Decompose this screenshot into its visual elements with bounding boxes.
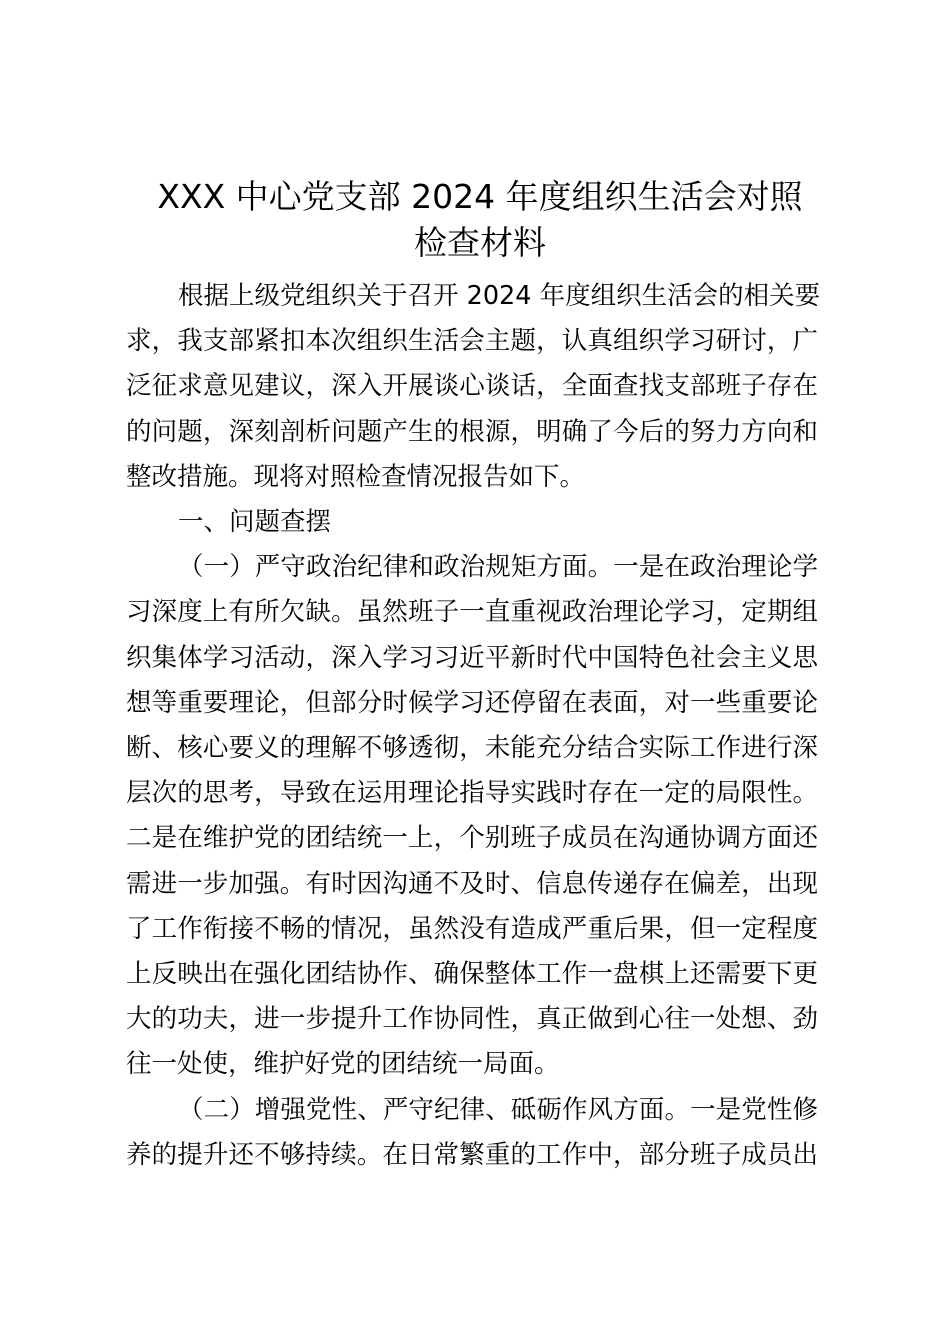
text-line: 层次的思考，导致在运用理论指导实践时存在一定的局限性。 — [126, 778, 818, 809]
text-line: 整改措施。现将对照检查情况报告如下。 — [126, 461, 586, 492]
text-line: （二）增强党性、严守纪律、砥砺作风方面。一是党性修 — [178, 1094, 818, 1125]
title-line: 检查材料 — [414, 223, 546, 262]
text-line: 需进一步加强。有时因沟通不及时、信息传递存在偏差，出现 — [126, 868, 818, 899]
text-line: 养的提升还不够持续。在日常繁重的工作中，部分班子成员出 — [126, 1139, 818, 1170]
text-line: 根据上级党组织关于召开 2024 年度组织生活会的相关要 — [178, 281, 821, 311]
text-line: 大的功夫，进一步提升工作协同性，真正做到心往一处想、劲 — [126, 1004, 818, 1035]
document-body — [126, 274, 821, 1178]
text-line: 二是在维护党的团结统一上，个别班子成员在沟通协调方面还 — [126, 823, 818, 854]
text-line: 上反映出在强化团结协作、确保整体工作一盘棋上还需要下更 — [126, 959, 818, 990]
text-line: （一）严守政治纪律和政治规矩方面。一是在政治理论学 — [178, 552, 818, 583]
heading-line: 一、问题查摆 — [178, 507, 332, 538]
text-line: 求，我支部紧扣本次组织生活会主题，认真组织学习研讨，广 — [126, 326, 818, 357]
text-line: 想等重要理论，但部分时候学习还停留在表面，对一些重要论 — [126, 687, 818, 718]
text-line: 的问题，深刻剖析问题产生的根源，明确了今后的努力方向和 — [126, 416, 818, 447]
text-line: 泛征求意见建议，深入开展谈心谈话，全面查找支部班子存在 — [126, 371, 818, 402]
text-line: 断、核心要义的理解不够透彻，未能充分结合实际工作进行深 — [126, 733, 818, 764]
text-line: 织集体学习活动，深入学习习近平新时代中国特色社会主义思 — [126, 642, 818, 673]
intro-paragraph — [126, 274, 821, 500]
section-heading — [126, 500, 818, 545]
text-line: 往一处使，维护好党的团结统一局面。 — [126, 1049, 560, 1080]
title-line: XXX 中心党支部 2024 年度组织生活会对照 — [157, 177, 803, 216]
document-title — [128, 174, 832, 266]
text-line: 习深度上有所欠缺。虽然班子一直重视政治理论学习，定期组 — [126, 597, 818, 628]
text-line: 了工作衔接不畅的情况，虽然没有造成严重后果，但一定程度 — [126, 913, 818, 944]
section-2-paragraph — [126, 1088, 818, 1178]
section-1-paragraph — [126, 545, 818, 1087]
